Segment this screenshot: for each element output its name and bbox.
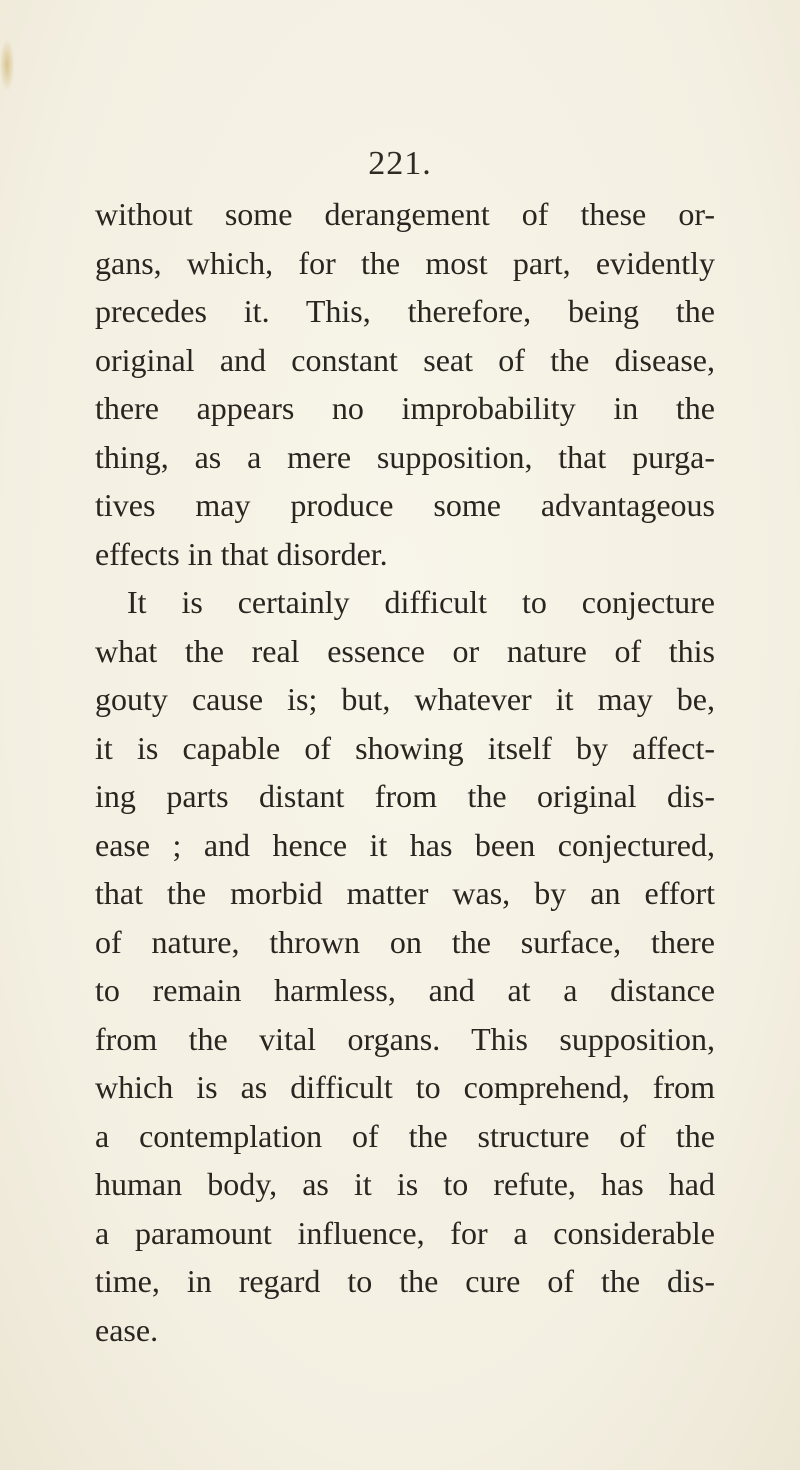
page-number: 221. bbox=[368, 145, 432, 182]
text-line: there appears no improbability in the bbox=[95, 390, 715, 426]
text-line: a contemplation of the structure of the bbox=[95, 1117, 715, 1154]
body-text bbox=[95, 190, 715, 1354]
text-line: ing parts distant from the original dis- bbox=[95, 778, 715, 814]
text-line: thing, as a mere supposition, that purga- bbox=[95, 438, 715, 475]
text-line: to remain harmless, and at a distance bbox=[95, 972, 715, 1008]
text-line: precedes it. This, therefore, being the bbox=[95, 293, 715, 329]
text-line: that the morbid matter was, by an effort bbox=[95, 875, 715, 911]
text-line: from the vital organs. This supposition, bbox=[95, 1020, 715, 1057]
text-line: ease ; and hence it has been conjectured, bbox=[95, 826, 715, 863]
text-line: what the real essence or nature of this bbox=[95, 632, 715, 669]
text-line: of nature, thrown on the surface, there bbox=[95, 923, 715, 960]
text-line: It is certainly difficult to conjecture bbox=[127, 584, 715, 620]
text-line: a paramount influence, for a considerable bbox=[95, 1214, 715, 1251]
text-line: gouty cause is; but, whatever it may be, bbox=[95, 681, 715, 717]
text-line: ease. bbox=[95, 1311, 159, 1348]
text-line: human body, as it is to refute, has had bbox=[95, 1166, 715, 1202]
paper-stain bbox=[0, 40, 14, 90]
text-line: effects in that disorder. bbox=[95, 535, 388, 572]
text-line: without some derangement of these or- bbox=[95, 196, 715, 232]
text-line: time, in regard to the cure of the dis- bbox=[95, 1263, 715, 1299]
text-line: tives may produce some advantageous bbox=[95, 487, 715, 523]
text-line: gans, which, for the most part, evidently bbox=[95, 244, 715, 281]
text-line: original and constant seat of the disease, bbox=[95, 341, 715, 378]
text-line: it is capable of showing itself by affect- bbox=[95, 729, 715, 766]
text-line: which is as difficult to comprehend, from bbox=[95, 1069, 715, 1105]
